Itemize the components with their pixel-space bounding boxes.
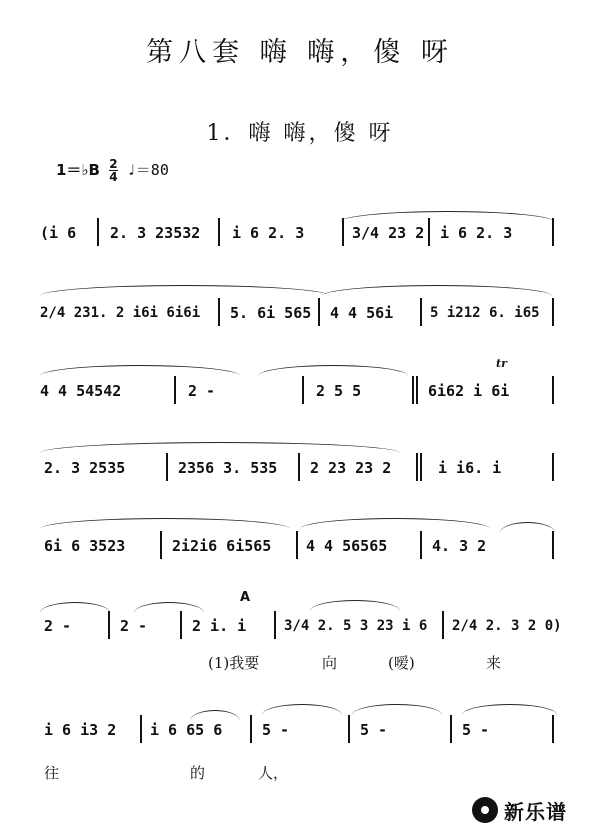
staff-row-3	[0, 357, 600, 423]
slur	[40, 518, 290, 529]
barline	[552, 453, 554, 481]
staff-row-2	[0, 285, 600, 345]
staff-row-4	[0, 440, 600, 500]
measure: 2. 3 2535	[44, 459, 126, 477]
staff-row-6	[0, 590, 600, 656]
measure: 5. 6i 565	[230, 304, 312, 322]
barline	[416, 376, 418, 404]
barline	[174, 376, 176, 404]
slur	[40, 602, 110, 613]
lyric-segment: 人，	[258, 764, 289, 782]
measure: 5 -	[462, 721, 490, 739]
key-tonic: 1＝♭B	[56, 161, 100, 179]
slur	[258, 365, 408, 376]
barline	[298, 453, 300, 481]
site-logo	[472, 793, 598, 827]
measure: 2 -	[188, 382, 216, 400]
slur	[500, 522, 555, 533]
barline	[97, 218, 99, 246]
slur	[40, 365, 240, 376]
barline	[428, 218, 430, 246]
measure: i 6 65 6	[150, 721, 223, 739]
song-subtitle: 1．嗨 嗨，傻 呀	[206, 121, 394, 146]
logo-text: 新乐谱	[504, 799, 567, 824]
barline	[166, 453, 168, 481]
barline	[552, 298, 554, 326]
lyric-segment: (1)我要	[208, 654, 260, 672]
measure: 4 4 54542	[40, 382, 122, 400]
barline	[442, 611, 444, 639]
measure: 3/4 2. 5 3 23 i 6	[284, 618, 428, 634]
barline	[552, 531, 554, 559]
measure: 6i62 i 6i	[428, 382, 510, 400]
measure: 2/4 231. 2 i6i 6i6i	[40, 305, 201, 321]
slur	[340, 211, 555, 222]
measure: 4. 3 2	[432, 537, 487, 555]
barline	[140, 715, 142, 743]
measure: 4 4 56i	[330, 304, 394, 322]
measure: i 6 2. 3	[232, 224, 305, 242]
measure: i 6 i3 2	[44, 721, 117, 739]
tempo-marking: ♩＝80	[126, 161, 169, 179]
lyric-segment: (嗳)	[388, 654, 415, 672]
barline	[420, 453, 422, 481]
slur	[262, 704, 342, 715]
slur	[40, 285, 330, 296]
slur	[322, 285, 552, 296]
measure: 5 -	[360, 721, 388, 739]
measure: 4 4 56565	[306, 537, 388, 555]
measure: 2. 3 23532	[110, 224, 201, 242]
barline	[552, 218, 554, 246]
lyric-segment: 来	[486, 654, 502, 672]
barline	[160, 531, 162, 559]
measure: i i6. i	[438, 459, 502, 477]
slur	[310, 600, 400, 611]
vinyl-disc-icon	[472, 797, 498, 823]
measure: 2/4 2. 3 2 0)	[452, 618, 562, 634]
barline	[342, 218, 344, 246]
measure: 2 -	[44, 617, 72, 635]
measure: 2i2i6 6i565	[172, 537, 272, 555]
lyric-segment: 向	[322, 654, 338, 672]
barline	[552, 376, 554, 404]
barline	[552, 715, 554, 743]
barline	[420, 531, 422, 559]
measure: 2 i. i	[192, 617, 247, 635]
page-title: 第八套 嗨 嗨，傻 呀	[146, 37, 454, 68]
barline	[108, 611, 110, 639]
trill-mark: tr	[496, 357, 507, 370]
slur	[134, 602, 204, 613]
slur	[352, 704, 442, 715]
lyrics-line-1	[0, 652, 600, 674]
measure: 6i 6 3523	[44, 537, 126, 555]
barline	[348, 715, 350, 743]
measure: 2356 3. 535	[178, 459, 278, 477]
lyrics-line-2	[0, 762, 600, 784]
measure: (i 6	[40, 224, 77, 242]
slur	[40, 442, 400, 453]
slur	[462, 704, 557, 715]
barline	[250, 715, 252, 743]
staff-row-5	[0, 518, 600, 578]
barline	[274, 611, 276, 639]
barline	[218, 298, 220, 326]
staff-row-1	[0, 205, 600, 265]
measure: 5 i212 6. i65	[430, 305, 540, 321]
barline	[218, 218, 220, 246]
staff-row-7	[0, 700, 600, 760]
measure: 2 23 23 2	[310, 459, 392, 477]
time-signature-bottom: 4	[109, 170, 118, 184]
lyric-segment: 往	[44, 764, 60, 782]
barline	[450, 715, 452, 743]
lyric-segment: 的	[190, 764, 206, 782]
measure: i 6 2. 3	[440, 224, 513, 242]
slur	[300, 518, 490, 529]
barline	[412, 376, 414, 404]
time-signature	[109, 158, 117, 183]
measure: 2 -	[120, 617, 148, 635]
time-signature-top: 2	[109, 157, 118, 171]
barline	[420, 298, 422, 326]
measure: 2 5 5	[316, 382, 362, 400]
barline	[180, 611, 182, 639]
measure: 3/4 23 2	[352, 224, 425, 242]
barline	[416, 453, 418, 481]
barline	[302, 376, 304, 404]
key-signature	[56, 158, 169, 183]
section-mark: A	[240, 590, 251, 605]
barline	[296, 531, 298, 559]
barline	[318, 298, 320, 326]
measure: 5 -	[262, 721, 290, 739]
